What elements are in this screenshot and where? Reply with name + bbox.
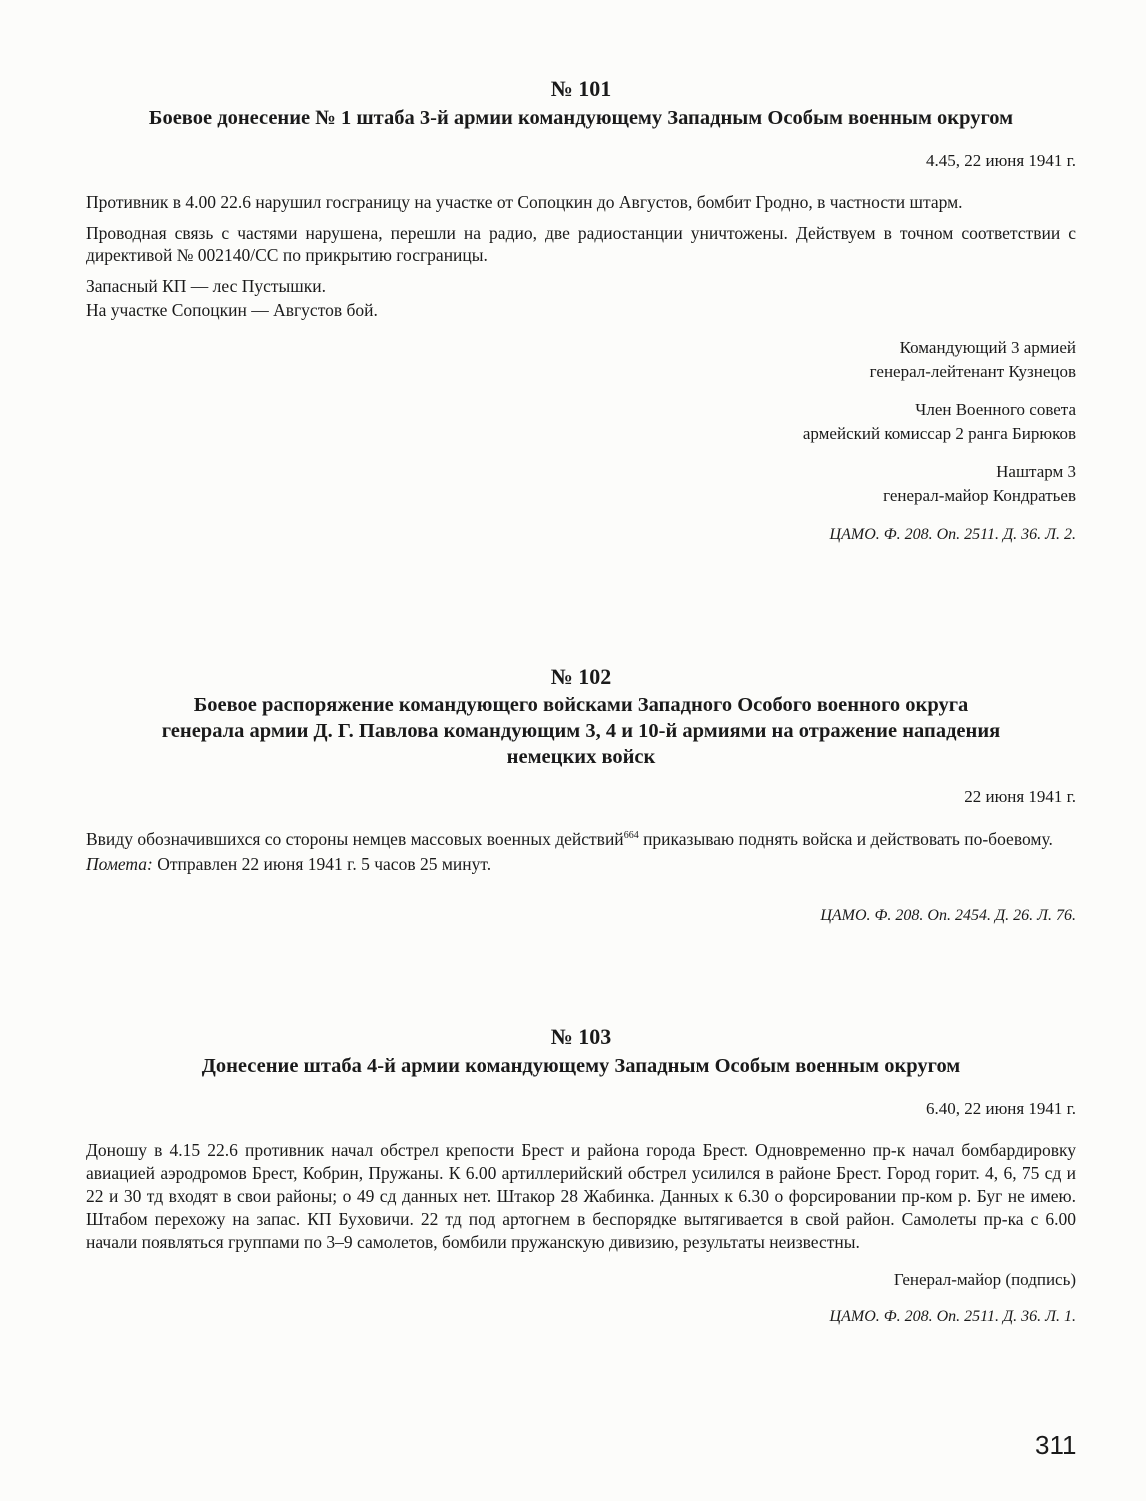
doc101-paragraph-4: На участке Сопоцкин — Августов бой. — [86, 300, 378, 320]
doc101-signature-3 — [86, 460, 1076, 508]
note-label: Помета: — [86, 853, 153, 874]
doc101-signature-2 — [86, 398, 1076, 446]
signature-name: генерал-майор Кондратьев — [883, 485, 1076, 505]
doc102-date: 22 июня 1941 г. — [964, 787, 1076, 806]
doc103-signature: Генерал-майор (подпись) — [893, 1270, 1076, 1289]
doc101-source: ЦАМО. Ф. 208. Оп. 2511. Д. 36. Л. 2. — [829, 525, 1076, 543]
doc101-paragraph-1: Противник в 4.00 22.6 нарушил госграницу на участке от Сопоцкин до Августов, бомбит Гродно, в частности штарм. — [86, 192, 963, 212]
doc101-paragraph-2: Проводная связь с частями нарушена, перешли на радио, две радиостанции уничтожены. Действуем в точном соответствии с директивой № 002140/СС по прикрытию госграницы. — [86, 222, 1076, 265]
doc102-paragraph-end: приказываю поднять войска и действовать по-боевому. — [638, 829, 1053, 849]
doc102-paragraph-start: Ввиду обозначившихся со стороны немцев массовых военных действий — [86, 829, 624, 849]
doc102-title-line: генерала армии Д. Г. Павлова командующим 3, 4 и 10-й армиями на отражение нападения — [161, 720, 1001, 742]
doc103-paragraph: Доношу в 4.15 22.6 противник начал обстрел крепости Брест и района города Брест. Одновременно пр-к начал бомбардировку авиацией аэродромов Брест, Кобрин, Пружаны. К 6.00 артиллерийский обстрел усилился в районе Брест. Город горит. 4, 6, 75 сд и 22 и 30 тд входят в свои районы; о 49 сд данных нет. Штакор 28 Жабинка. Данных к 6.30 о форсировании пр-ком р. Буг не имею. Штабом перехожу на запас. КП Буховичи. 22 тд под артогнем в беспорядке вытягивается в свой район. Самолеты пр-ка с 6.00 начали появляться группами по 3–9 самолетов, бомбили пружанскую дивизию, результаты неизвестны. — [86, 1140, 1076, 1252]
doc102-title-line: немецких войск — [506, 746, 656, 768]
signature-name: генерал-лейтенант Кузнецов — [869, 361, 1076, 381]
doc102-title — [86, 692, 1076, 770]
document-102 — [86, 664, 1076, 927]
signature-name: армейский комиссар 2 ранга Бирюков — [802, 423, 1076, 443]
doc103-date: 6.40, 22 июня 1941 г. — [925, 1099, 1076, 1118]
document-101 — [86, 76, 1076, 546]
doc103-source: ЦАМО. Ф. 208. Оп. 2511. Д. 36. Л. 1. — [829, 1308, 1076, 1325]
note-text: Отправлен 22 июня 1941 г. 5 часов 25 минут. — [152, 853, 492, 874]
signature-role: Член Военного совета — [915, 399, 1076, 419]
doc102-note — [86, 853, 1076, 876]
doc101-number: № 101 — [550, 76, 612, 101]
doc101-title: Боевое донесение № 1 штаба 3-й армии командующему Западным Особым военным округом — [148, 107, 1014, 129]
doc102-number: № 102 — [550, 664, 612, 689]
footnote-marker: 664 — [623, 830, 639, 842]
signature-role: Наштарм 3 — [996, 461, 1076, 481]
document-103 — [86, 1024, 1076, 1328]
page-number: 311 — [1035, 1430, 1077, 1460]
signature-role: Командующий 3 армией — [899, 337, 1076, 357]
doc103-number: № 103 — [550, 1024, 612, 1049]
doc101-paragraph-3: Запасный КП — лес Пустышки. — [86, 275, 326, 296]
doc102-paragraph — [86, 828, 1076, 851]
doc102-title-line: Боевое распоряжение командующего войсками Западного Особого военного округа — [193, 694, 969, 716]
doc102-source: ЦАМО. Ф. 208. Оп. 2454. Д. 26. Л. 76. — [820, 907, 1076, 924]
doc103-title: Донесение штаба 4-й армии командующему Западным Особым военным округом — [201, 1055, 961, 1077]
doc101-date: 4.45, 22 июня 1941 г. — [925, 151, 1076, 170]
doc101-signature-1 — [86, 336, 1076, 384]
